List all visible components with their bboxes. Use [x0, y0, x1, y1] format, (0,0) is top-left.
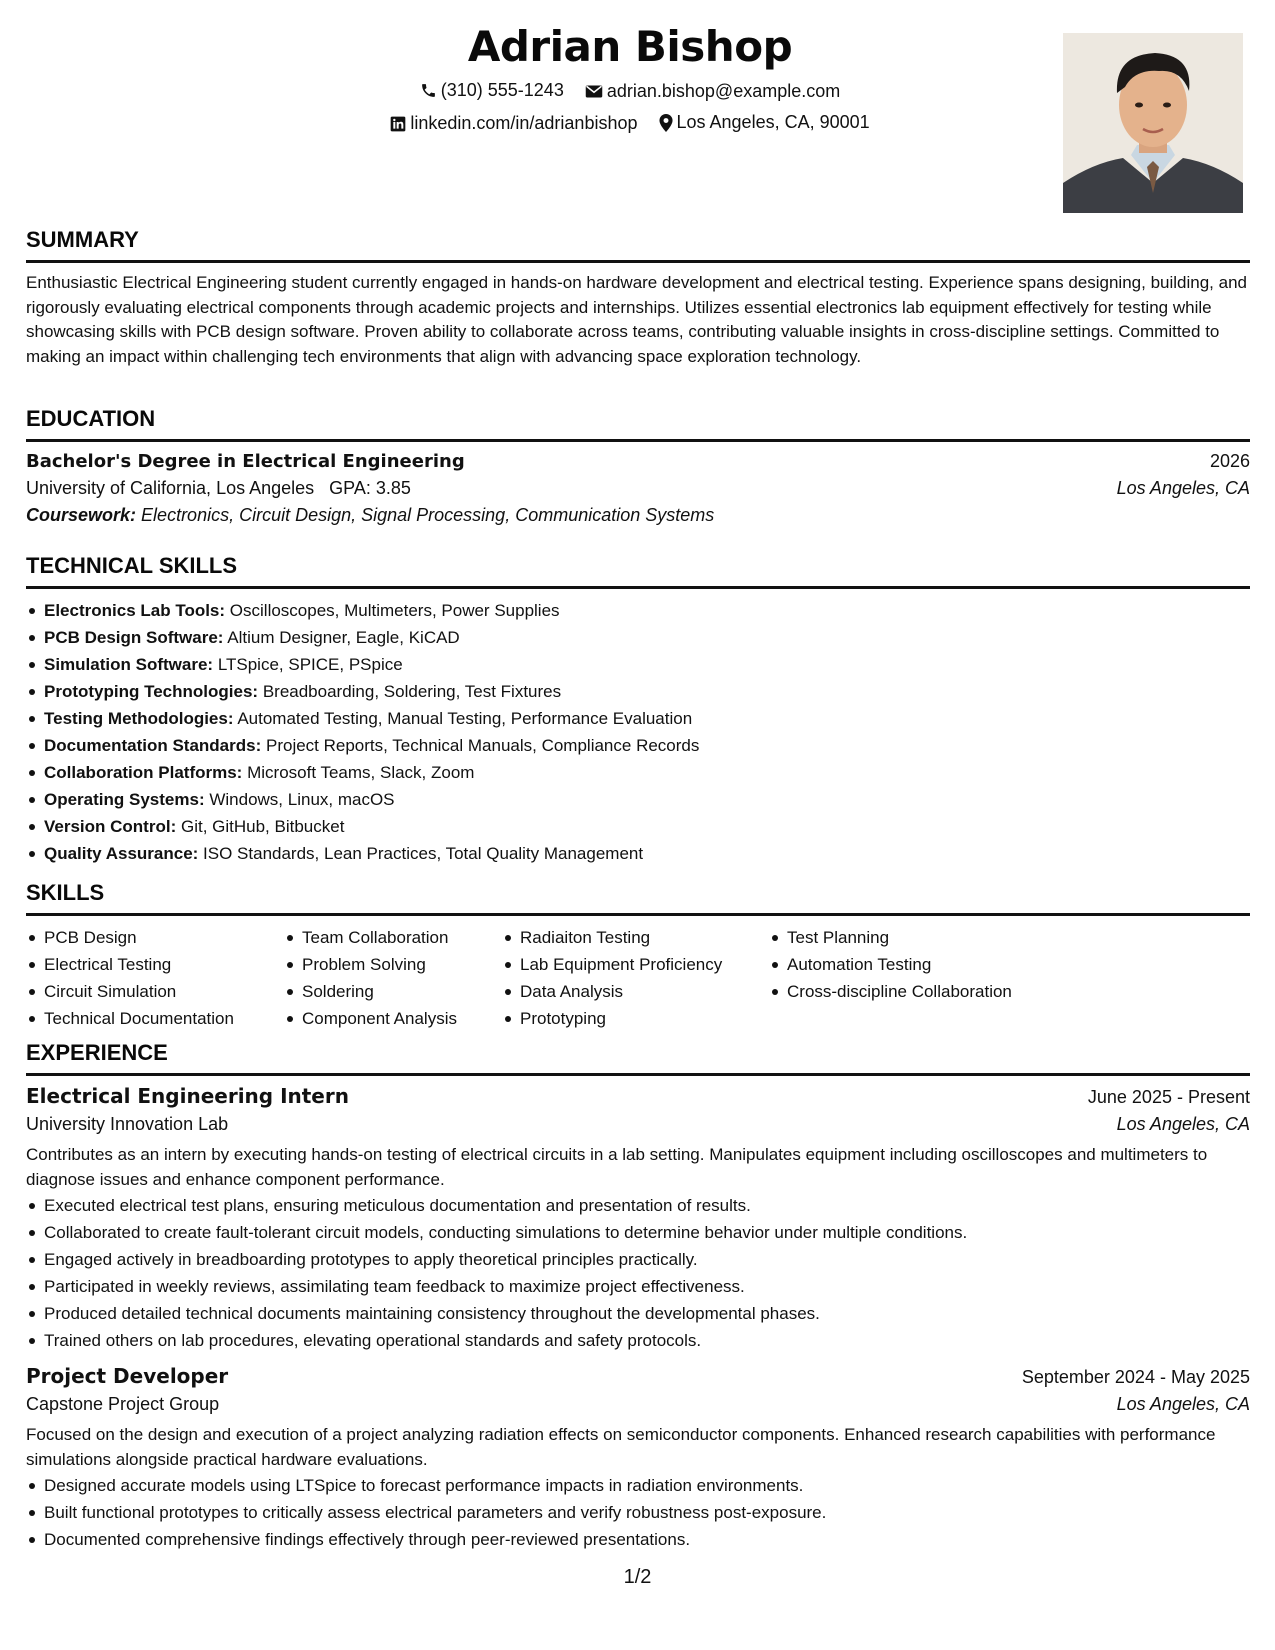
skill-category: Testing Methodologies:	[44, 709, 234, 728]
email-address[interactable]: adrian.bishop@example.com	[606, 81, 841, 101]
job-header	[26, 1364, 1250, 1388]
envelope-icon	[585, 84, 603, 99]
section-divider	[26, 1073, 1250, 1076]
list-item	[26, 705, 1250, 732]
skills-column	[284, 924, 502, 1032]
summary-heading: SUMMARY	[26, 227, 139, 252]
coursework-label: Coursework:	[26, 505, 137, 525]
job-bullets	[26, 1192, 1250, 1354]
skill-category: Collaboration Platforms:	[44, 763, 243, 782]
skills-column	[769, 924, 1069, 1032]
skill-values: Altium Designer, Eagle, KiCAD	[227, 628, 460, 647]
job-entry	[26, 1364, 1250, 1553]
job-dates: June 2025 - Present	[1087, 1087, 1250, 1107]
location-contact	[659, 112, 870, 133]
list-item: Circuit Simulation	[26, 978, 284, 1005]
skill-values: Breadboarding, Soldering, Test Fixtures	[262, 682, 562, 701]
list-item: Executed electrical test plans, ensuring meticulous documentation and presentation of results.	[26, 1192, 1250, 1219]
skill-category: Electronics Lab Tools:	[44, 601, 226, 620]
list-item	[26, 678, 1250, 705]
school-name: University of California, Los Angeles	[26, 478, 315, 498]
skill-values: LTSpice, SPICE, PSpice	[217, 655, 403, 674]
list-item	[26, 840, 1250, 867]
summary-text: Enthusiastic Electrical Engineering student currently engaged in hands-on hardware development and electrical testing. Experience spans designing, building, and rigorously evaluating electrical components through academic projects and internships. Utilizes essential electronics lab equipment effectively for testing while showcasing skills with PCB design software. Proven ability to collaborate across teams, contributing valuable insights in cross-discipline settings. Committed to making an impact within challenging tech environments that align with advancing space exploration technology.	[26, 273, 1247, 366]
skill-values: Automated Testing, Manual Testing, Performance Evaluation	[237, 709, 693, 728]
skill-values: Project Reports, Technical Manuals, Compliance Records	[265, 736, 700, 755]
skill-values: Oscilloscopes, Multimeters, Power Supplies	[229, 601, 560, 620]
list-item: Technical Documentation	[26, 1005, 284, 1032]
job-entry	[26, 1084, 1250, 1354]
list-item: Produced detailed technical documents maintaining consistency throughout the developmental phases.	[26, 1300, 1250, 1327]
degree-title: Bachelor's Degree in Electrical Engineering	[26, 451, 465, 472]
list-item	[26, 786, 1250, 813]
list-item: Participated in weekly reviews, assimilating team feedback to maximize project effectiveness.	[26, 1273, 1250, 1300]
phone-icon	[420, 82, 437, 99]
list-item: Team Collaboration	[284, 924, 502, 951]
list-item: Collaborated to create fault-tolerant circuit models, conducting simulations to determine behavior under multiple conditions.	[26, 1219, 1250, 1246]
list-item: Designed accurate models using LTSpice to forecast performance impacts in radiation environments.	[26, 1472, 1250, 1499]
job-organization: Capstone Project Group	[26, 1394, 220, 1414]
section-divider	[26, 913, 1250, 916]
list-item: Radiaiton Testing	[502, 924, 769, 951]
list-item: Automation Testing	[769, 951, 1069, 978]
list-item: Trained others on lab procedures, elevating operational standards and safety protocols.	[26, 1327, 1250, 1354]
list-item: Prototyping	[502, 1005, 769, 1032]
job-dates: September 2024 - May 2025	[1021, 1367, 1250, 1387]
skills-column	[26, 924, 284, 1032]
skills-column	[502, 924, 769, 1032]
list-item	[26, 759, 1250, 786]
experience-section	[26, 1040, 1250, 1553]
skill-category: Documentation Standards:	[44, 736, 262, 755]
phone-number[interactable]: (310) 555-1243	[440, 80, 564, 100]
list-item: Data Analysis	[502, 978, 769, 1005]
list-item: Cross-discipline Collaboration	[769, 978, 1069, 1005]
graduation-year: 2026	[1209, 451, 1250, 471]
job-header	[26, 1084, 1250, 1108]
skill-category: Quality Assurance:	[44, 844, 199, 863]
education-row-2	[26, 478, 1250, 499]
list-item: Electrical Testing	[26, 951, 284, 978]
skill-values: Git, GitHub, Bitbucket	[180, 817, 345, 836]
linkedin-contact	[390, 113, 637, 134]
technical-skills-list	[26, 597, 1250, 867]
job-subheader	[26, 1394, 1250, 1415]
list-item: Soldering	[284, 978, 502, 1005]
skill-values: Microsoft Teams, Slack, Zoom	[247, 763, 475, 782]
list-item: PCB Design	[26, 924, 284, 951]
list-item	[26, 597, 1250, 624]
technical-skills-section	[26, 553, 1250, 867]
job-bullets	[26, 1472, 1250, 1553]
list-item: Built functional prototypes to critically assess electrical parameters and verify robustness post-exposure.	[26, 1499, 1250, 1526]
job-title: Project Developer	[26, 1364, 229, 1388]
job-subheader	[26, 1114, 1250, 1135]
candidate-name: Adrian Bishop	[467, 22, 793, 71]
school-location: Los Angeles, CA	[1116, 478, 1250, 498]
list-item	[26, 651, 1250, 678]
coursework	[26, 505, 1250, 526]
list-item: Engaged actively in breadboarding prototypes to apply theoretical principles practically.	[26, 1246, 1250, 1273]
section-divider	[26, 260, 1250, 263]
skills-heading: SKILLS	[26, 880, 105, 905]
education-row-1	[26, 451, 1250, 472]
job-title: Electrical Engineering Intern	[26, 1084, 349, 1108]
list-item: Component Analysis	[284, 1005, 502, 1032]
skill-category: Operating Systems:	[44, 790, 205, 809]
skill-values: ISO Standards, Lean Practices, Total Quality Management	[203, 844, 644, 863]
experience-heading: EXPERIENCE	[26, 1040, 168, 1065]
phone-contact	[420, 80, 564, 101]
school-line	[26, 478, 411, 499]
list-item	[26, 732, 1250, 759]
education-heading: EDUCATION	[26, 406, 156, 431]
list-item: Problem Solving	[284, 951, 502, 978]
map-pin-icon	[659, 114, 673, 132]
list-item: Lab Equipment Proficiency	[502, 951, 769, 978]
job-description: Contributes as an intern by executing hands-on testing of electrical circuits in a lab setting. Manipulates equipment including oscilloscopes and multimeters to diagnose issues and enhance component performance.	[26, 1145, 1208, 1189]
skills-grid	[26, 924, 1250, 1032]
skill-values: Windows, Linux, macOS	[209, 790, 395, 809]
email-contact	[585, 81, 840, 102]
location-text: Los Angeles, CA, 90001	[676, 112, 870, 132]
section-divider	[26, 439, 1250, 442]
page-number: 1/2	[623, 1566, 652, 1588]
list-item	[26, 624, 1250, 651]
skills-section	[26, 880, 1250, 1032]
skill-category: Version Control:	[44, 817, 177, 836]
skill-category: PCB Design Software:	[44, 628, 224, 647]
linkedin-icon	[390, 116, 406, 132]
technical-skills-heading: TECHNICAL SKILLS	[26, 553, 238, 578]
section-divider	[26, 586, 1250, 589]
profile-photo	[1063, 33, 1243, 213]
gpa: GPA: 3.85	[329, 478, 411, 498]
skill-category: Simulation Software:	[44, 655, 214, 674]
education-section	[26, 406, 1250, 526]
job-description: Focused on the design and execution of a project analyzing radiation effects on semiconductor components. Enhanced research capabilities with performance simulations alongside practical hardware evaluations.	[26, 1425, 1216, 1469]
job-location: Los Angeles, CA	[1116, 1394, 1250, 1414]
skill-category: Prototyping Technologies:	[44, 682, 259, 701]
list-item: Documented comprehensive findings effectively through peer-reviewed presentations.	[26, 1526, 1250, 1553]
job-location: Los Angeles, CA	[1116, 1114, 1250, 1134]
list-item	[26, 813, 1250, 840]
list-item: Test Planning	[769, 924, 1069, 951]
coursework-list: Electronics, Circuit Design, Signal Processing, Communication Systems	[141, 505, 715, 525]
resume-header	[0, 0, 1275, 200]
summary-section	[26, 227, 1250, 369]
job-organization: University Innovation Lab	[26, 1114, 229, 1134]
linkedin-url[interactable]: linkedin.com/in/adrianbishop	[410, 113, 638, 133]
